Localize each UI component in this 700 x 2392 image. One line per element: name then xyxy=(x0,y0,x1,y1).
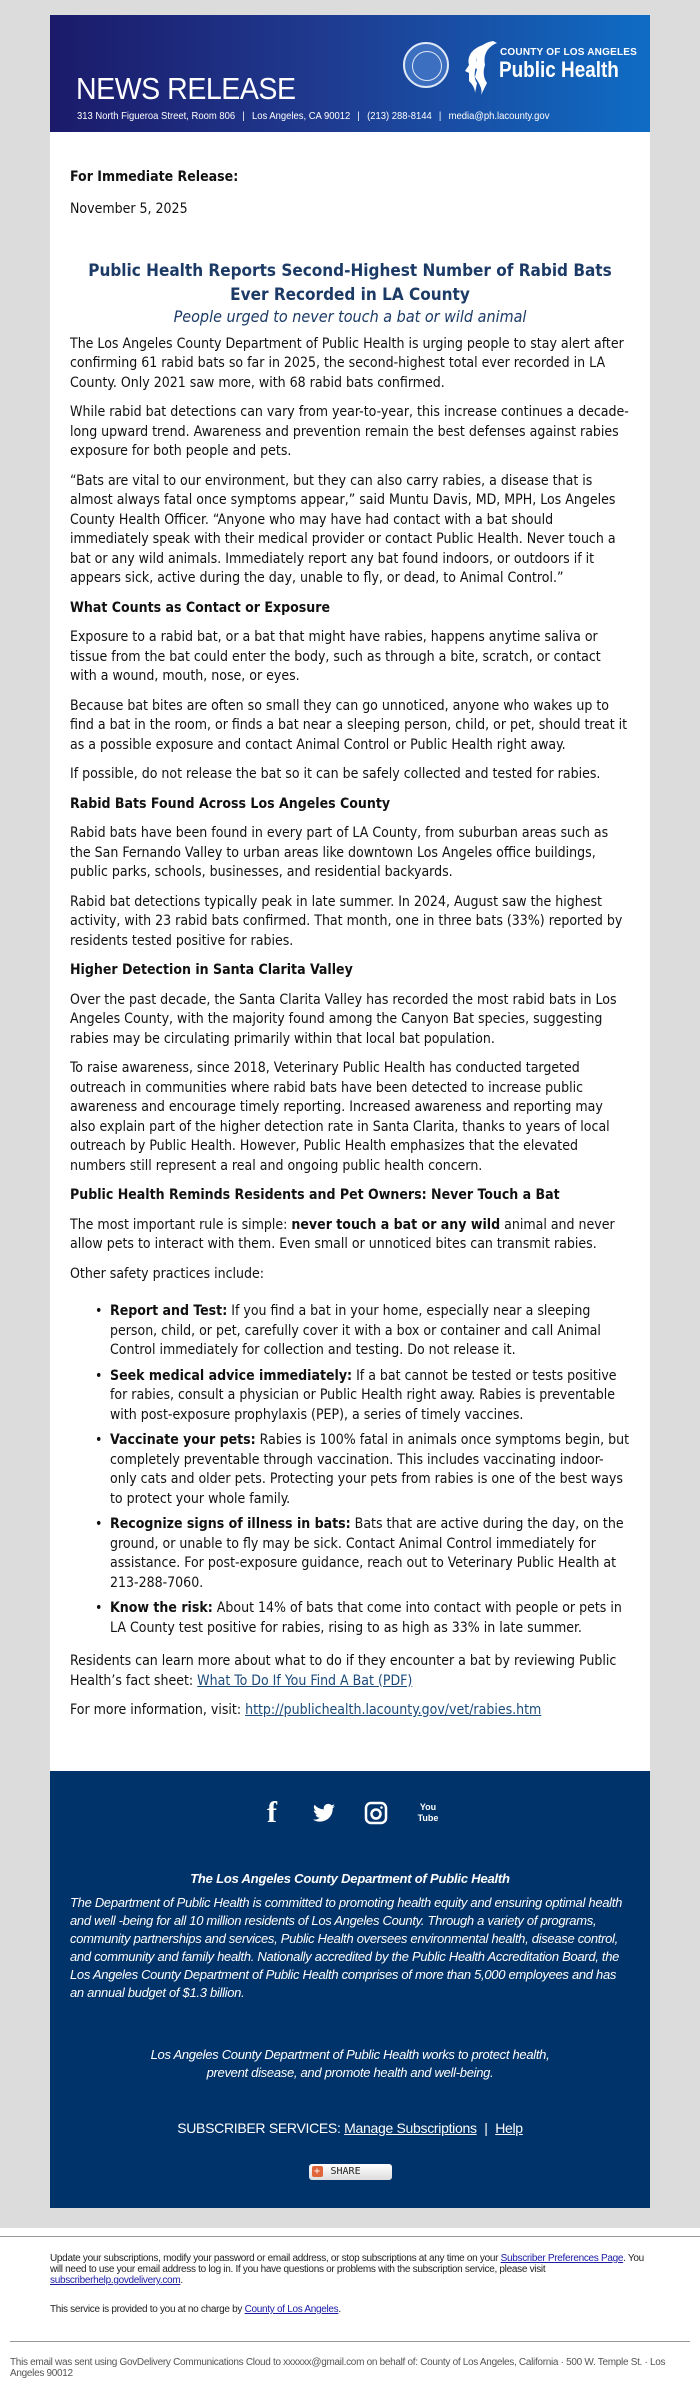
paragraph: To raise awareness, since 2018, Veterinary Public Health has conducted targeted outreach in communities where rabid bats have been detected to increase public awareness and encourage timely reporting. Increased awareness and reporting may also explain part of the higher detection rate in Santa Clarita, thanks to years of local outreach by Public Health. However, Public Health emphasizes that the elevated numbers still represent a real and ongoing public health concern. xyxy=(70,1060,610,1174)
list-item xyxy=(110,1599,630,1638)
service-text: This service is provided to you at no charge by County of Los Angeles. xyxy=(50,2304,341,2315)
paragraph: Rabid bats have been found in every part of LA County, from suburban areas such as the San Fernando Valley to urban areas like downtown Los Angeles office buildings, public parks, schools, businesses, and residential backyards. xyxy=(70,825,609,880)
sent-notice: This email was sent using GovDelivery Communications Cloud to xxxxxx@gmail.com on behalf of: County of Los Angeles, California · 500 W. Temple St. · Los Angeles 90012 xyxy=(10,2357,666,2379)
phone: (213) 288-8144 xyxy=(367,110,432,122)
section-heading: Public Health Reminds Residents and Pet Owners: Never Touch a Bat xyxy=(70,1187,560,1203)
plus-icon: + xyxy=(312,2166,323,2177)
headline: Public Health Reports Second-Highest Number of Rabid Bats Ever Recorded in LA County xyxy=(88,261,612,305)
paragraph: Over the past decade, the Santa Clarita Valley has recorded the most rabid bats in Los Angeles County, with the majority found among the Canyon Bat species, suggesting rabies may be circulating primarily within that local bat population. xyxy=(70,991,617,1047)
item-title: Vaccinate your pets: xyxy=(110,1432,256,1448)
rabies-info-link[interactable]: http://publichealth.lacounty.gov/vet/rabies.htm xyxy=(245,1702,542,1718)
news-release-banner xyxy=(50,15,650,132)
fact-sheet-link[interactable]: What To Do If You Find A Bat (PDF) xyxy=(197,1672,413,1689)
paragraph xyxy=(70,1701,630,1721)
item-title: Report and Test: xyxy=(110,1303,228,1319)
release-date: November 5, 2025 xyxy=(70,200,188,217)
email-container xyxy=(50,15,650,2208)
quote-paragraph: “Bats are vital to our environment, but they can also carry rabies, a disease that is almost always fatal once symptoms appear,” said Muntu Davis, MD, MPH, Los Angeles County Health Officer. “Anyone who may have had contact with a bat should immediately speak with their medical provider or contact Public Health. Never touch a bat or any wild animals. Immediately report any bat found indoors, or outdoors if it appears sick, active during the day, unable to fly, or dead, to Animal Control.” xyxy=(70,472,616,586)
footer-about: The Department of Public Health is committed to promoting health equity and ensuring optimal health and well -being for all 10 million residents of Los Angeles County. Through a variety of programs, community partnerships and services, Public Health oversees environmental health, disease control, and community and family health. Nationally accredited by the Public Health Accreditation Board, the Los Angeles County Department of Public Health comprises of more than 5,000 employees and has an annual budget of $1.3 billion. xyxy=(70,1894,623,2000)
paragraph: Other safety practices include: xyxy=(70,1265,264,1282)
subscriber-preferences-link[interactable]: Subscriber Preferences Page xyxy=(500,2253,624,2264)
paragraph: While rabid bat detections can vary from year-to-year, this increase continues a decade-long upward trend. Awareness and prevention remain the best defenses against rabies exposure for both people and pets. xyxy=(70,404,629,459)
youtube-label: You Tube xyxy=(417,1801,439,1823)
subscriber-help-link[interactable]: subscriberhelp.govdelivery.com xyxy=(50,2275,181,2286)
logo-county: COUNTY OF LOS ANGELES xyxy=(500,47,637,58)
paragraph: Rabid bat detections typically peak in late summer. In 2024, August saw the highest activity, with 23 rabid bats confirmed. That month, one in three bats (33%) reported by residents tested positive for rabies. xyxy=(70,893,623,949)
paragraph xyxy=(70,1216,630,1255)
release-label: For Immediate Release: xyxy=(70,169,239,185)
list-item xyxy=(110,1367,630,1426)
text: For more information, visit: xyxy=(70,1702,246,1718)
footer xyxy=(50,1771,650,2208)
city: Los Angeles, CA 90012 xyxy=(251,110,351,122)
item-text: If you find a bat in your home, especially near a sleeping person, child, or pet, carefully cover it with a box or container and call Animal Control immediately for collection and testing. Do not release it. xyxy=(110,1303,601,1358)
item-text: If a bat cannot be tested or tests positive for rabies, consult a physician or Public Health right away. Rabies is preventable with post-exposure prophylaxis (PEP), a series of timely vaccines. xyxy=(110,1367,617,1423)
item-text: Bats that are active during the day, on the ground, or unable to fly may be sick. Contact Animal Control immediately for assistance. For post-exposure guidance, reach out to Veterinary Public Health at 213-288-7060. xyxy=(110,1516,624,1591)
text: This service is provided to you at no charge by xyxy=(50,2304,245,2315)
list-item xyxy=(110,1515,630,1593)
text: . You will need to use your email address to log in. If you have questions or problems with the subscription service, please visit xyxy=(50,2253,644,2275)
safety-list xyxy=(110,1302,630,1638)
share-button[interactable] xyxy=(309,2164,392,2180)
item-text: About 14% of bats that come into contact with people or pets in LA County test positive for rabies, rising to as high as 33% in late summer. xyxy=(110,1600,622,1636)
subscriber-services xyxy=(70,2120,630,2136)
public-health-faces-logo-icon xyxy=(463,39,501,97)
help-link[interactable]: Help xyxy=(495,2119,523,2136)
release-body xyxy=(50,132,650,1771)
text: Update your subscriptions, modify your password or email address, or stop subscriptions at any time on your xyxy=(50,2253,501,2264)
list-item xyxy=(110,1302,630,1361)
contact-line: 313 North Figueroa Street, Room 806 | Los Angeles, CA 90012 | (213) 288-8144 | media@ph.lacounty.gov xyxy=(77,110,550,122)
address: 313 North Figueroa Street, Room 806 xyxy=(77,110,236,122)
county-link[interactable]: County of Los Angeles xyxy=(244,2304,339,2315)
social-links xyxy=(70,1795,630,1829)
item-title: Seek medical advice immediately: xyxy=(110,1367,353,1384)
share-label: SHARE xyxy=(330,2166,361,2177)
slogan-line: prevent disease, and promote health and well-being. xyxy=(206,2064,494,2080)
separator: | xyxy=(484,2119,488,2136)
section-heading: What Counts as Contact or Exposure xyxy=(70,599,331,616)
slogan-line: Los Angeles County Department of Public Health works to protect health, xyxy=(150,2046,550,2062)
subscriber-label: SUBSCRIBER SERVICES: xyxy=(177,2119,345,2136)
youtube-icon[interactable] xyxy=(416,1799,440,1827)
text: Residents can learn more about what to do if they encounter a bat by reviewing Public Health’s fact sheet: xyxy=(70,1653,617,1689)
county-seal-icon xyxy=(403,42,449,88)
subscription-footer xyxy=(0,2236,700,2379)
email: media@ph.lacounty.gov xyxy=(448,110,550,122)
facebook-icon[interactable]: f xyxy=(267,1795,277,1829)
paragraph: The Los Angeles County Department of Public Health is urging people to stay alert after confirming 61 rabid bats so far in 2025, the second-highest total ever recorded in LA County. Only 2021 saw more, with 68 rabid bats confirmed. xyxy=(70,335,624,391)
text: animal and never allow pets to interact with them. Even small or unnoticed bites can transmit rabies. xyxy=(70,1216,615,1252)
paragraph: If possible, do not release the bat so it can be safely collected and tested for rabies. xyxy=(70,766,601,782)
instagram-icon[interactable] xyxy=(364,1799,388,1827)
paragraph: Because bat bites are often so small they can go unnoticed, anyone who wakes up to find a bat in the room, or finds a bat near a sleeping person, child, or pet, should treat it as a possible exposure and contact Animal Control or Public Health right away. xyxy=(70,697,628,753)
manage-subscriptions-link[interactable]: Manage Subscriptions xyxy=(344,2119,477,2136)
section-heading: Higher Detection in Santa Clarita Valley xyxy=(70,962,353,978)
banner-title: NEWS RELEASE xyxy=(76,71,296,106)
twitter-icon[interactable] xyxy=(312,1799,336,1827)
item-title: Know the risk: xyxy=(110,1600,213,1616)
update-subscriptions-text: Update your subscriptions, modify your password or email address, or stop subscriptions at any time on your Subscriber Preferences Page. You will need to use your email address to log in. If you have questions or problems with the subscription service, please visit subscriberhelp.govdelivery.com. xyxy=(50,2253,644,2286)
list-item xyxy=(110,1431,630,1509)
paragraph: Exposure to a rabid bat, or a bat that might have rabies, happens anytime saliva or tissue from the bat could enter the body, such as through a bite, scratch, or contact with a wound, mouth, nose, or eyes. xyxy=(70,629,601,684)
item-text: Rabies is 100% fatal in animals once symptoms begin, but completely preventable through vaccination. This includes vaccinating indoor-only cats and older pets. Protecting your pets from rabies is one of the best ways to protect your whole family. xyxy=(110,1432,630,1507)
item-title: Recognize signs of illness in bats: xyxy=(110,1516,351,1532)
emphasis: never touch a bat or any wild xyxy=(291,1216,501,1233)
paragraph xyxy=(70,1652,630,1691)
footer-heading: The Los Angeles County Department of Public Health xyxy=(190,1870,510,1886)
text: The most important rule is simple: xyxy=(70,1216,292,1233)
footer-slogan xyxy=(70,2046,630,2082)
subheadline: People urged to never touch a bat or wild animal xyxy=(173,307,527,326)
logo-public-health: Public Health xyxy=(499,57,619,82)
section-heading: Rabid Bats Found Across Los Angeles County xyxy=(70,795,391,812)
